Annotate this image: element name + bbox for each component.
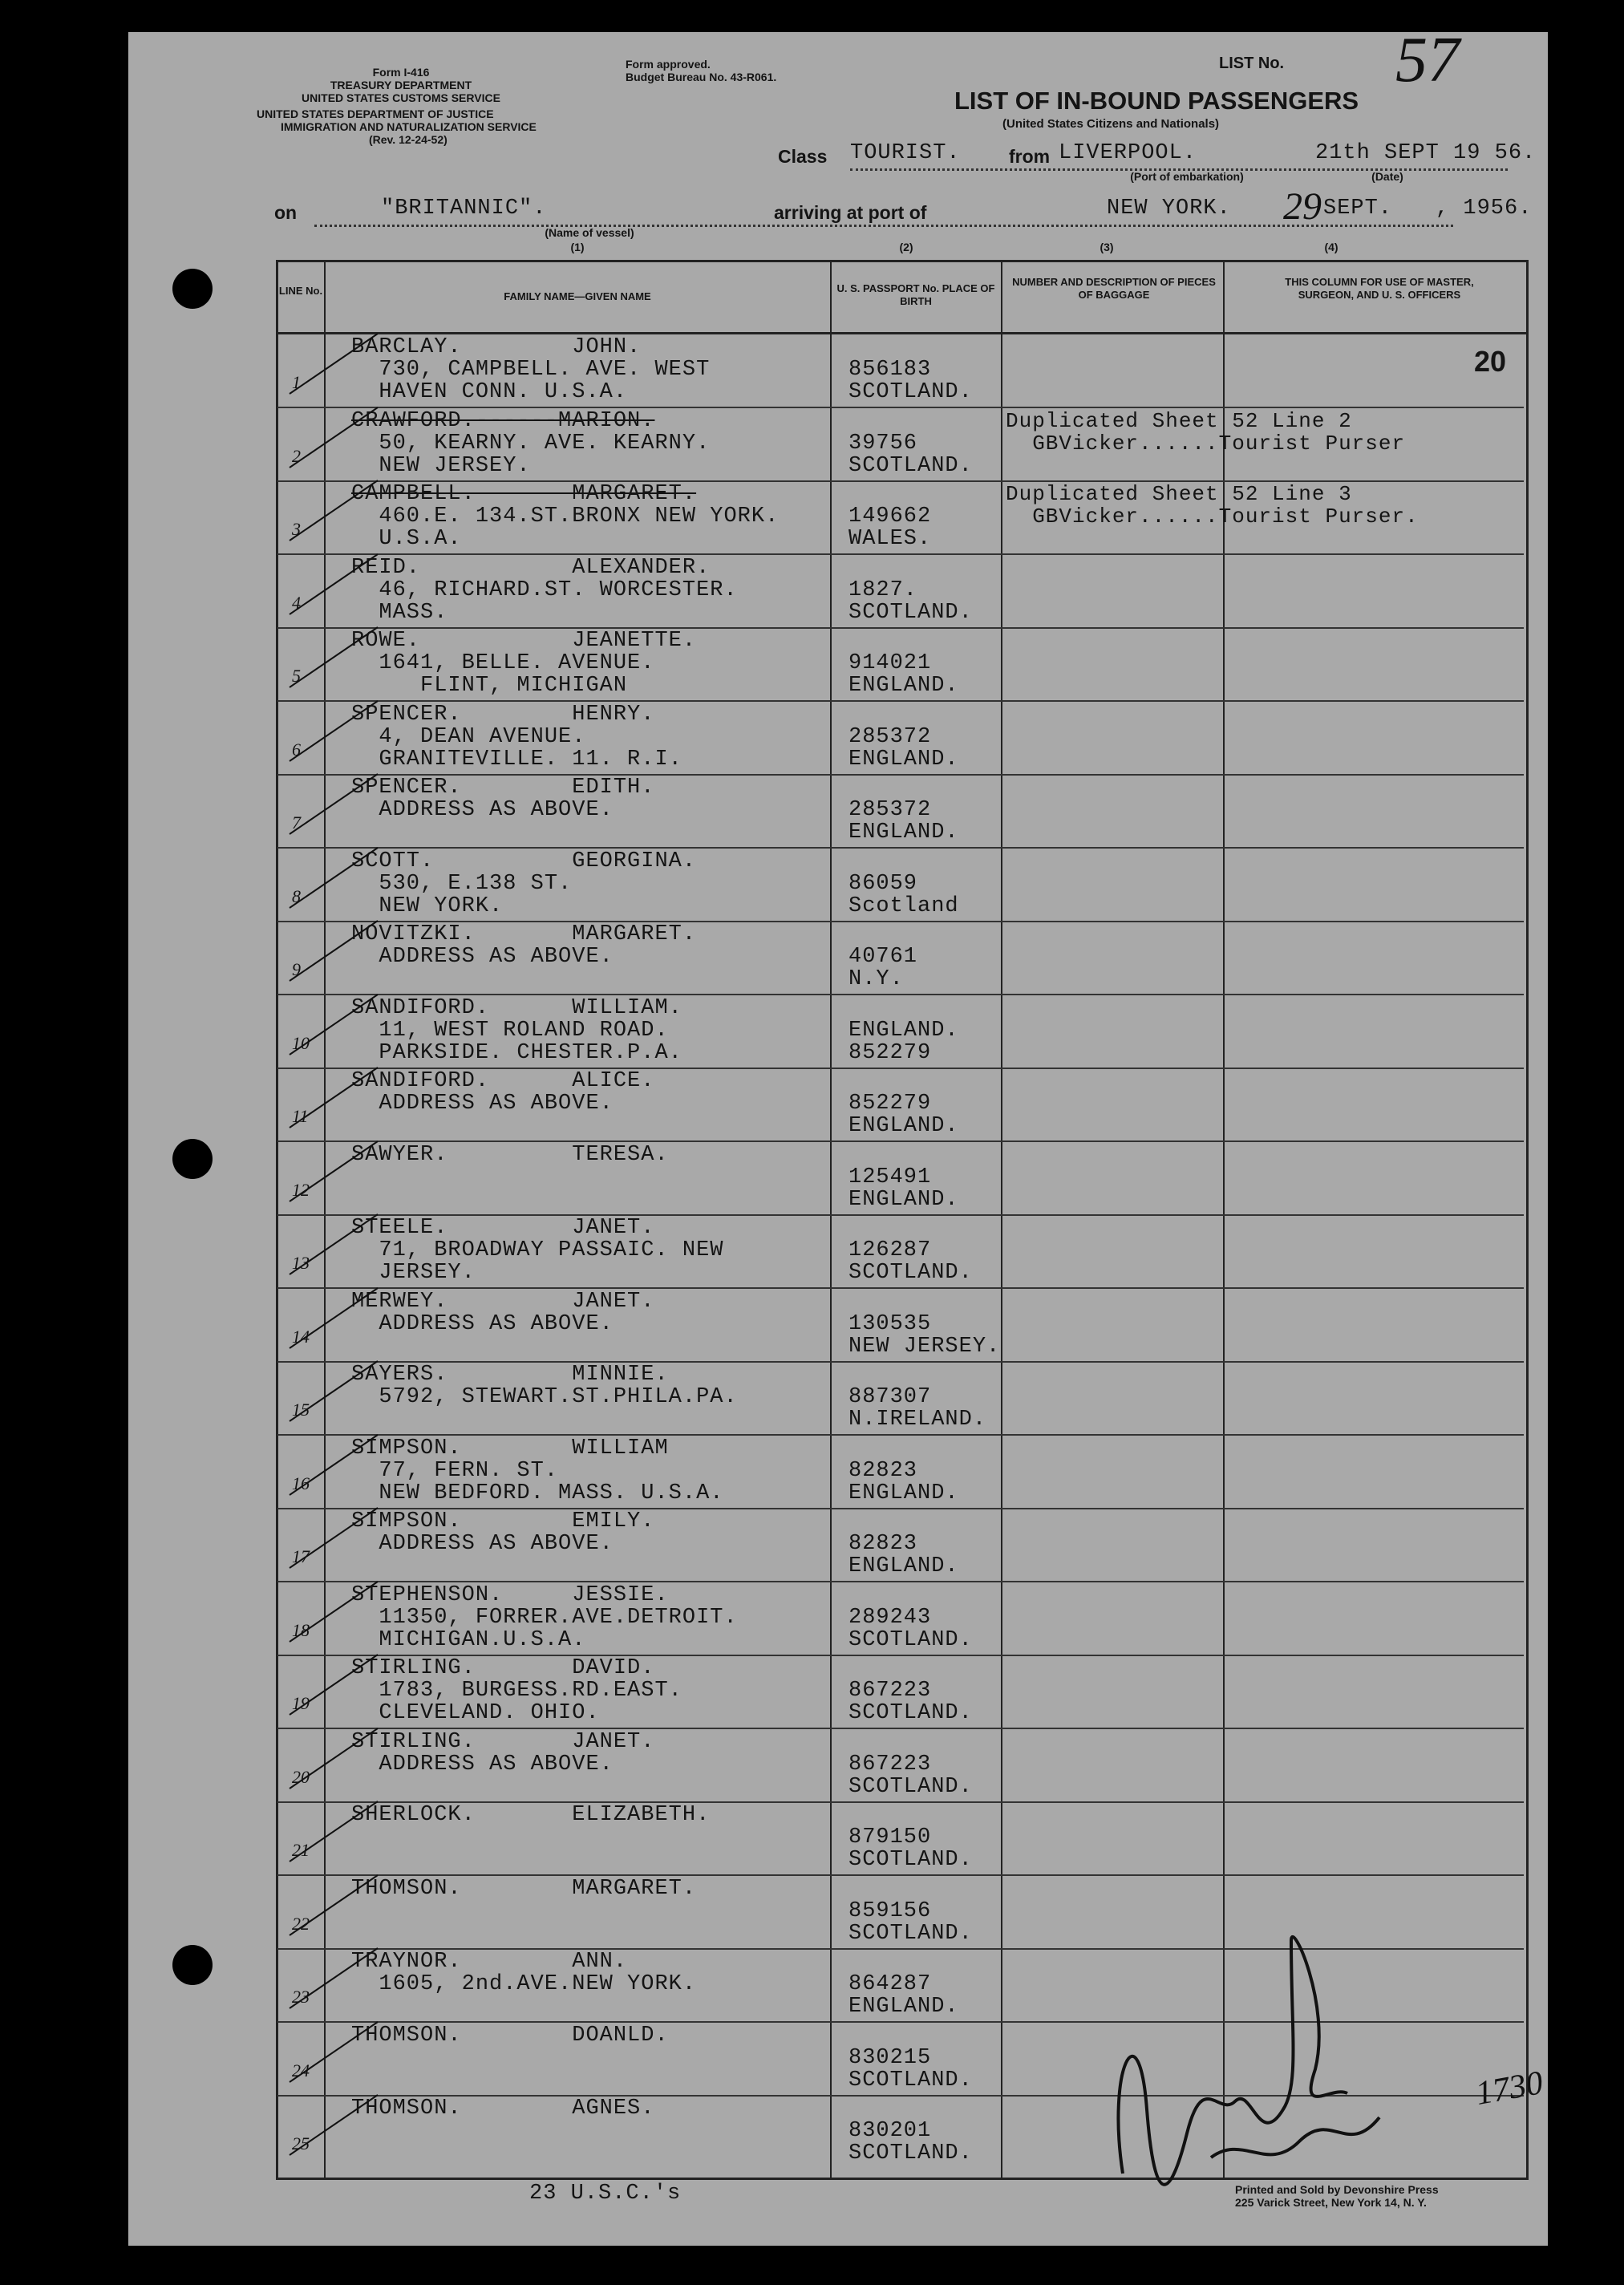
passenger-address: 460.E. 134.ST.BRONX NEW YORK. [351,504,780,529]
table-row [277,921,1524,995]
passenger-address: 530, E.138 ST. [351,871,573,896]
col-header-baggage: NUMBER AND DESCRIPTION OF PIECES OF BAGGAGE [1012,276,1216,301]
passport-number: 1827. [848,577,918,602]
line-number: 4 [292,592,301,613]
passenger-address: GRANITEVILLE. 11. R.I. [351,747,682,772]
passenger-name: MERWEY. JANET. [351,1289,655,1314]
table-row [277,1728,1524,1803]
purser-note: GBVicker......Tourist Purser. [1006,504,1419,529]
check-mark [286,619,382,691]
place-of-birth: SCOTLAND. [848,2141,973,2165]
passenger-address: ADDRESS AS ABOVE. [351,1311,614,1336]
line-number: 15 [292,1400,310,1420]
citizen-total: 23 U.S.C.'s [529,2182,682,2206]
check-mark [286,1280,382,1352]
table-row [277,1655,1524,1729]
purser-note: GBVicker......Tourist Purser [1006,431,1406,456]
place-of-birth: ENGLAND. [848,1995,959,2019]
passport-number: 125491 [848,1165,932,1189]
passenger-name: STEPHENSON. JESSIE. [351,1582,669,1607]
passenger-address: NEW YORK. [351,893,504,918]
table-row [277,995,1524,1069]
place-of-birth: SCOTLAND. [848,1261,973,1285]
printer-imprint: Printed and Sold by Devonshire Press 225 Varick Street, New York 14, N. Y. [1235,2183,1439,2209]
table-row [277,848,1524,922]
passport-number: 130535 [848,1311,932,1336]
vessel-caption: (Name of vessel) [545,226,634,239]
passenger-name: THOMSON. DOANLD. [351,2023,669,2048]
passport-number: 285372 [848,798,932,822]
table-row [277,701,1524,776]
check-mark [286,1647,382,1719]
list-no-value: 57 [1395,25,1460,95]
passport-number: 856183 [848,358,932,382]
place-of-birth: SCOTLAND. [848,1701,973,1725]
line-number: 2 [292,445,301,466]
class-label: Class [778,146,828,167]
table-row [277,334,1524,408]
passport-number: 879150 [848,1825,932,1849]
passenger-name: SANDIFORD. WILLIAM. [351,995,682,1020]
duplicate-note: Duplicated Sheet 52 Line 3 [1006,482,1352,506]
arrival-month: SEPT. [1323,196,1393,221]
table-row [277,1582,1524,1656]
line-number: 5 [292,666,301,686]
check-mark [286,326,382,398]
passenger-address: ADDRESS AS ABOVE. [351,1752,614,1777]
place-of-birth: WALES. [848,527,932,551]
place-of-birth: ENGLAND. [848,674,959,698]
check-mark [286,987,382,1059]
line-number: 9 [292,959,301,979]
passport-number: 82823 [848,1532,918,1556]
line-number: 13 [292,1253,310,1273]
check-mark [286,2014,382,2086]
passport-number: 289243 [848,1605,932,1630]
passenger-name: STIRLING. JANET. [351,1729,655,1754]
col-num: (2) [899,241,913,253]
place-of-birth: SCOTLAND. [848,600,973,625]
place-of-birth: ENGLAND. [848,1187,959,1212]
check-mark [286,693,382,765]
line-number: 18 [292,1619,310,1640]
check-mark [286,1574,382,1646]
check-mark [286,1500,382,1572]
passenger-name: CAMPBELL. MARGARET. [351,482,697,506]
passport-number: 830201 [848,2119,932,2143]
passenger-name: SIMPSON. WILLIAM [351,1436,669,1461]
line-number: 16 [292,1473,310,1493]
passport-number: 914021 [848,651,932,675]
check-mark [286,1793,382,1866]
table-row [277,480,1524,555]
check-mark [286,2087,382,2159]
place-of-birth: ENGLAND. [848,1554,959,1578]
line-number: 1 [292,372,301,392]
passenger-name: THOMSON. MARGARET. [351,1876,697,1901]
passenger-address: 1605, 2nd.AVE.NEW YORK. [351,1972,697,1996]
page-title: LIST OF IN-BOUND PASSENGERS [954,87,1359,115]
place-of-birth: SCOTLAND. [848,1848,973,1872]
place-of-birth: ENGLAND. [848,1481,959,1505]
passport-number: 149662 [848,504,932,529]
check-mark [286,399,382,472]
passenger-address: JERSEY. [351,1261,476,1285]
passport-number: 867223 [848,1679,932,1703]
form-approval: Form approved. Budget Bureau No. 43-R061. [626,58,777,83]
place-of-birth: Scotland [848,893,959,918]
passenger-address: 46, RICHARD.ST. WORCESTER. [351,577,738,602]
port-caption: (Port of embarkation) [1130,170,1244,183]
check-mark [286,472,382,545]
passport-number: 867223 [848,1752,932,1777]
col-header-name: FAMILY NAME—GIVEN NAME [504,290,651,302]
line-number: 14 [292,1326,310,1347]
passenger-address: 1641, BELLE. AVENUE. [351,651,655,675]
check-mark [286,913,382,985]
passenger-name: THOMSON. AGNES. [351,2097,655,2121]
passenger-name: SCOTT. GEORGINA. [351,849,697,873]
place-of-birth: SCOTLAND. [848,453,973,478]
table-row [277,1214,1524,1289]
line-number: 19 [292,1693,310,1713]
passenger-address: U.S.A. [351,527,462,551]
place-of-birth: 852279 [848,1040,932,1065]
passport-number: 126287 [848,1238,932,1262]
passenger-address: PARKSIDE. CHESTER.P.A. [351,1040,682,1065]
passport-number: 39756 [848,431,918,456]
passenger-name: STIRLING. DAVID. [351,1656,655,1680]
passenger-address: 50, KEARNY. AVE. KEARNY. [351,431,711,456]
arrival-year: , 1956. [1436,196,1533,221]
passenger-address: 730, CAMPBELL. AVE. WEST [351,358,711,382]
punch-hole [172,1139,213,1179]
table-row [277,1435,1524,1509]
from-label: from [1009,146,1051,167]
check-mark [286,1133,382,1205]
line-number: 8 [292,885,301,906]
check-mark [286,1940,382,2012]
place-of-birth: NEW JERSEY. [848,1334,1001,1359]
passenger-address: ADDRESS AS ABOVE. [351,945,614,969]
passenger-address: ADDRESS AS ABOVE. [351,798,614,822]
place-of-birth: ENGLAND. [848,820,959,845]
form-agency-block: Form I-416 TREASURY DEPARTMENT UNITED STATES CUSTOMS SERVICE [302,66,500,104]
col-num: (3) [1100,241,1114,253]
table-row [277,1801,1524,1876]
place-of-birth: SCOTLAND. [848,380,973,404]
table-row [277,407,1524,482]
passenger-address: NEW JERSEY. [351,453,531,478]
place-of-birth: N.Y. [848,967,904,991]
departure-date: 21th SEPT 19 56. [1315,141,1537,165]
line-number: 7 [292,812,301,833]
check-mark [286,546,382,618]
table-row [277,554,1524,629]
passport-number: 859156 [848,1898,932,1923]
line-number: 10 [292,1032,310,1053]
check-mark [286,1867,382,1939]
duplicate-note: Duplicated Sheet 52 Line 2 [1006,408,1352,433]
arriving-label: arriving at port of [774,202,927,223]
dotted-line [314,225,1453,227]
col-num: (4) [1324,241,1338,253]
table-row [277,1141,1524,1216]
check-mark [286,766,382,838]
justice-block: UNITED STATES DEPARTMENT OF JUSTICE IMMIGRATION AND NATURALIZATION SERVICE (Rev. 12-24-52) [257,107,537,146]
passenger-address: HAVEN CONN. U.S.A. [351,380,628,404]
place-of-birth: SCOTLAND. [848,1921,973,1946]
table-row [277,1288,1524,1363]
place-of-birth: SCOTLAND. [848,1774,973,1799]
class-value: TOURIST. [850,141,961,165]
passenger-address: ADDRESS AS ABOVE. [351,1532,614,1556]
passenger-address: 77, FERN. ST. [351,1458,559,1483]
col-num: (1) [570,241,585,253]
passenger-name: ROWE. JEANETTE. [351,629,697,653]
stamp-count: 20 [1474,345,1507,378]
passport-number: 82823 [848,1458,918,1483]
passenger-name: SPENCER. HENRY. [351,702,655,727]
place-of-birth: SCOTLAND. [848,1627,973,1652]
passenger-name: CRAWFORD.------MARION. [351,408,655,433]
table-row [277,1361,1524,1436]
check-mark [286,1059,382,1132]
page-subtitle: (United States Citizens and Nationals) [1002,117,1220,131]
check-mark [286,1427,382,1499]
date-caption: (Date) [1371,170,1403,183]
check-mark [286,840,382,912]
passenger-address: 71, BROADWAY PASSAIC. NEW [351,1238,724,1262]
line-number: 11 [292,1106,309,1126]
passport-number: 830215 [848,2045,932,2070]
passenger-address: ADDRESS AS ABOVE. [351,1092,614,1116]
passenger-address: FLINT, MICHIGAN [351,674,628,698]
arrival-port: NEW YORK. [1107,196,1231,221]
passenger-address: 1783, BURGESS.RD.EAST. [351,1679,682,1703]
passenger-name: BARCLAY. JOHN. [351,335,642,359]
punch-hole [172,1945,213,1985]
on-label: on [274,202,298,223]
arrival-day: 29 [1283,185,1322,228]
passenger-name: SANDIFORD. ALICE. [351,1069,655,1093]
check-mark [286,1353,382,1425]
punch-hole [172,269,213,309]
passport-number: 285372 [848,724,932,749]
table-row [277,1068,1524,1142]
vessel-name: "BRITANNIC". [381,196,547,221]
place-of-birth: ENGLAND. [848,747,959,772]
passenger-address: 11, WEST ROLAND ROAD. [351,1018,669,1043]
line-number: 12 [292,1179,310,1200]
passport-number: 86059 [848,871,918,896]
table-row [277,1508,1524,1582]
list-no-label: LIST No. [1219,55,1285,72]
passport-number: 864287 [848,1972,932,1996]
passenger-address: 4, DEAN AVENUE. [351,724,586,749]
passenger-name: SAWYER. TERESA. [351,1142,669,1167]
inspector-signature [1091,1909,1428,2214]
check-mark [286,1720,382,1793]
line-number: 24 [292,2060,310,2080]
line-number: 20 [292,1766,310,1787]
passenger-name: TRAYNOR. ANN. [351,1950,628,1974]
passenger-name: STEELE. JANET. [351,1216,655,1240]
line-number: 6 [292,739,301,760]
table-row [277,627,1524,702]
col-header-line: LINE No. [278,285,323,297]
passenger-address: 5792, STEWART.ST.PHILA.PA. [351,1385,738,1409]
line-number: 23 [292,1987,310,2007]
line-number: 22 [292,1913,310,1934]
passenger-address: 11350, FORRER.AVE.DETROIT. [351,1605,738,1630]
passenger-name: REID. ALEXANDER. [351,555,711,580]
line-number: 25 [292,2133,310,2153]
passport-number: 40761 [848,945,918,969]
col-header-passport: U. S. PASSPORT No. PLACE OF BIRTH [836,282,995,307]
passenger-name: SPENCER. EDITH. [351,776,655,800]
passenger-address: NEW BEDFORD. MASS. U.S.A. [351,1481,724,1505]
table-row [277,774,1524,849]
passenger-address: CLEVELAND. OHIO. [351,1701,600,1725]
passenger-name: SAYERS. MINNIE. [351,1363,669,1387]
col-header-officers: THIS COLUMN FOR USE OF MASTER, SURGEON, AND U. S. OFFICERS [1285,276,1474,301]
line-number: 3 [292,519,301,539]
passenger-address: MASS. [351,600,448,625]
passenger-name: SHERLOCK. ELIZABETH. [351,1803,711,1827]
place-of-birth: SCOTLAND. [848,2068,973,2093]
place-of-birth: N.IRELAND. [848,1408,987,1432]
line-number: 17 [292,1546,310,1566]
passenger-address: MICHIGAN.U.S.A. [351,1627,586,1652]
check-mark [286,1206,382,1278]
passport-number: 852279 [848,1092,932,1116]
passport-number: 887307 [848,1385,932,1409]
passenger-name: SIMPSON. EMILY. [351,1509,655,1533]
place-of-birth: ENGLAND. [848,1114,959,1138]
port-embarkation: LIVERPOOL. [1059,141,1197,165]
passport-number: ENGLAND. [848,1018,959,1043]
handwritten-count: 1730 [1472,2064,1546,2113]
passenger-name: NOVITZKI. MARGARET. [351,922,697,946]
line-number: 21 [292,1840,310,1860]
